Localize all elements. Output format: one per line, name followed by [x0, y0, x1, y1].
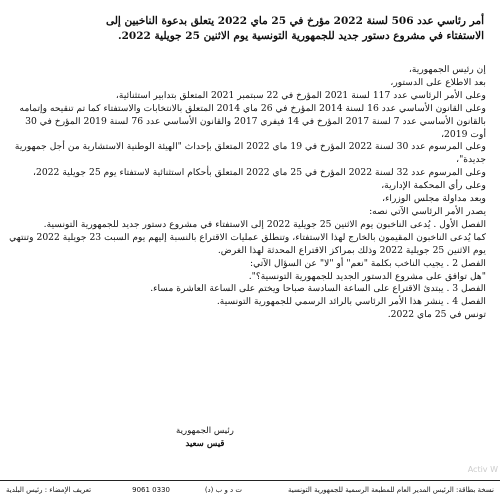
paragraph-council: وبعد مداولة مجلس الوزراء،: [382, 193, 486, 205]
footer-code: ت د و ب (د): [204, 486, 242, 494]
paragraph-decree-30: وعلى المرسوم عدد 30 لسنة 2022 المؤرخ في 19 ماي 2022 المتعلق بإحداث "الهيئة الوطنية الاستشارية من أجل جمهورية جديدة"،: [14, 141, 486, 166]
paragraph-decree-32: وعلى المرسوم عدد 32 لسنة 2022 المؤرخ في 25 ماي 2022 المتعلق بأحكام استثنائية لاستفتاء يوم 25 جويلية 2022،: [33, 167, 486, 179]
footer-bar: [0, 480, 500, 501]
signature-block: [150, 425, 260, 451]
article-2: الفصل 2 . يجيب الناخب بكلمة "نعم" أو "لا" عن السؤال الآتي:: [250, 257, 486, 269]
article-1: الفصل الأول . يُدعى الناخبون يوم الاثنين 25 جويلية 2022 إلى الاستفتاء في مشروع دستور جديد للجمهورية التونسية.: [43, 218, 486, 230]
paragraph-order-117: وعلى الأمر الرئاسي عدد 117 لسنة 2021 المؤرخ في 22 سبتمبر 2021 المتعلق بتدابير استثنائية،: [115, 89, 486, 101]
footer-copy-note: نسخة بطاقة: الرئيس المدير العام للمطبعة الرسمية للجمهورية التونسية: [287, 486, 494, 494]
paragraph-law-16: وعلى القانون الأساسي عدد 16 لسنة 2014 المؤرخ في 26 ماي 2014 المتعلق بالانتخابات والاستفتاء كما تم تنقيحه وإتمامه بالقانون الأساسي عدد 7 لسنة 2017 المؤرخ في 14 فيفري 2017 والقانون الأساسي عدد 76 لسنة 2019 المؤرخ في 30 أوت 2019،: [19, 102, 486, 140]
article-4: الفصل 4 . ينشر هذا الأمر الرئاسي بالرائد الرسمي للجمهورية التونسية.: [216, 296, 486, 308]
paragraph-preamble: إن رئيس الجمهورية،: [408, 64, 486, 75]
signature-role: رئيس الجمهورية: [176, 426, 234, 436]
decree-title: أمر رئاسي عدد 506 لسنة 2022 مؤرخ في 25 ماي 2022 يتعلق بدعوة الناخبين إلى الاستفتاء في مشروع دستور جديد للجمهورية التونسية يوم الاثنين 25 جويلية 2022.: [105, 15, 484, 42]
paragraph-admin-court: وعلى رأي المحكمة الإدارية،: [381, 180, 486, 192]
footer-number: 0330 9061: [132, 486, 170, 494]
footer-signature-id: تعريف الإمضاء : رئيس البلدية: [6, 486, 92, 494]
article-1-abroad: كما يُدعى الناخبون المقيمون بالخارج لهذا الاستفتاء، وتنطلق عمليات الاقتراع بالنسبة إليهم يوم السبت 23 جويلية 2022 وتنتهي يوم الاثنين 25 جويلية 2022 وذلك بمراكز الاقتراع المحدثة لهذا الغرض.: [9, 231, 486, 256]
signature-name: قيس سعيد: [185, 439, 225, 449]
date-line: تونس في 25 ماي 2022.: [387, 309, 486, 321]
paragraph-constitution: بعد الاطلاع على الدستور،: [390, 76, 486, 88]
article-3: الفصل 3 . يبتدئ الاقتراع على الساعة السادسة صباحا ويختم على الساعة العاشرة مساء.: [150, 283, 486, 295]
article-2-question: "هل توافق على مشروع الدستور الجديد للجمهورية التونسية؟".: [248, 270, 486, 282]
decree-body: [8, 64, 486, 322]
watermark: Activ W: [467, 465, 498, 474]
paragraph-issues: يصدر الأمر الرئاسي الآتي نصه:: [369, 205, 486, 217]
